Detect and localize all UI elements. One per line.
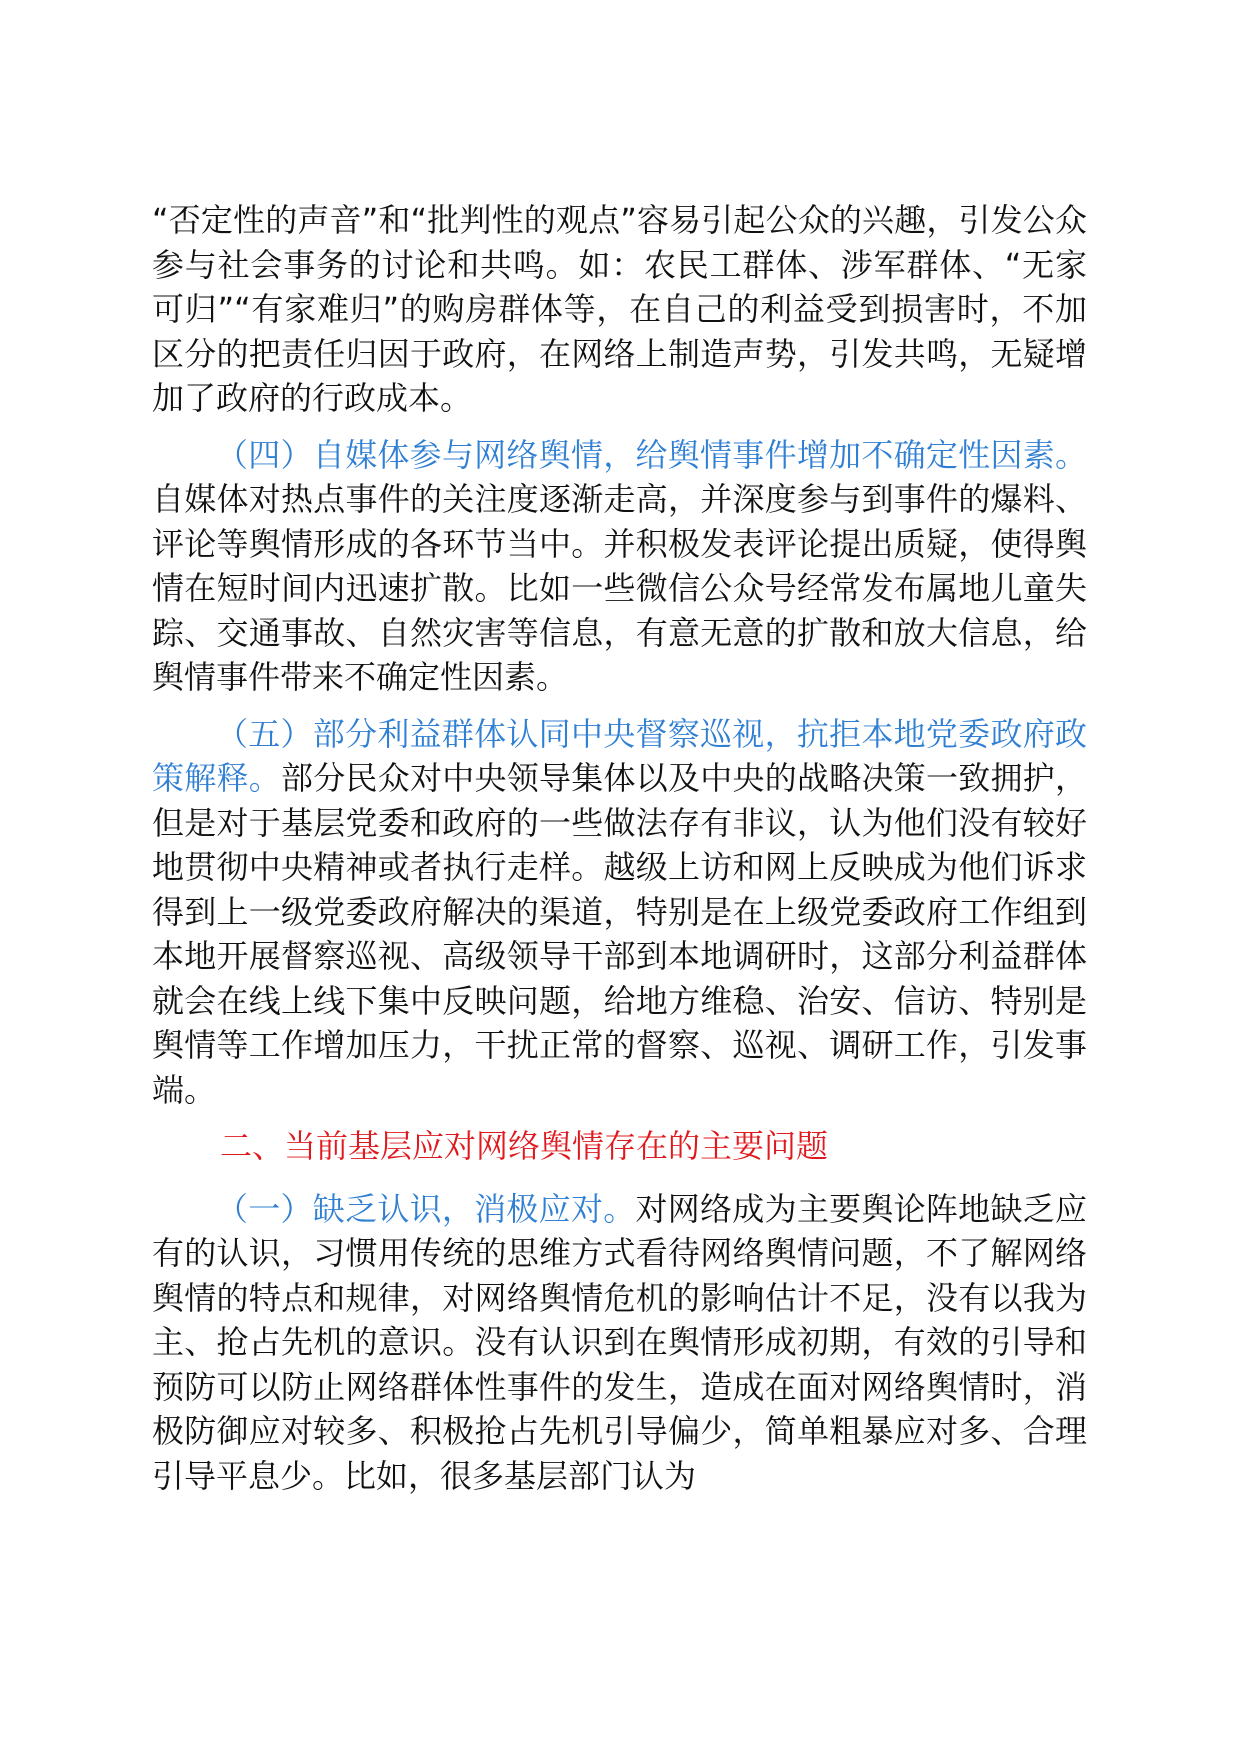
- section-heading-two: 二、当前基层应对网络舆情存在的主要问题: [220, 1127, 829, 1165]
- sub-heading-one: （一）缺乏认识，消极应对。: [216, 1189, 636, 1228]
- paragraph-body: “否定性的声音”和“批判性的观点”容易引起公众的兴趣，引发公众参与社会事务的讨论和共鸣。如：农民工群体、涉军群体、“无家可归”“有家难归”的购房群体等，在自己的利益受到损害时，不加区分的把责任归因于政府，在网络上制造声势，引发共鸣，无疑增加了政府的行政成本。: [152, 201, 1087, 417]
- sub-heading-four: （四）自媒体参与网络舆情，给舆情事件增加不确定性因素。: [216, 435, 1087, 474]
- paragraph-lack-of-awareness: [152, 1187, 1087, 1499]
- paragraph-body: 部分民众对中央领导集体以及中央的战略决策一致拥护，但是对于基层党委和政府的一些做法存有非议，认为他们没有较好地贯彻中央精神或者执行走样。越级上访和网上反映成为他们诉求得到上一级党委政府解决的渠道，特别是在上级党委政府工作组到本地开展督察巡视、高级领导干部到本地调研时，这部分利益群体就会在线上线下集中反映问题，给地方维稳、治安、信访、特别是舆情等工作增加压力，干扰正常的督察、巡视、调研工作，引发事端。: [152, 759, 1087, 1109]
- paragraph-continuation: [152, 198, 1087, 421]
- paragraph-interest-groups: [152, 712, 1087, 1113]
- paragraph-body: 自媒体对热点事件的关注度逐渐走高，并深度参与到事件的爆料、评论等舆情形成的各环节当中。并积极发表评论提出质疑，使得舆情在短时间内迅速扩散。比如一些微信公众号经常发布属地儿童失踪、交通事故、自然灾害等信息，有意无意的扩散和放大信息，给舆情事件带来不确定性因素。: [152, 480, 1087, 696]
- document-page: [152, 198, 1087, 1510]
- sub-heading-five: （五）部分利益群体认同中央督察巡视，抗拒本地党委政府政策解释。: [152, 714, 1087, 797]
- paragraph-body: 对网络成为主要舆论阵地缺乏应有的认识，习惯用传统的思维方式看待网络舆情问题，不了解网络舆情的特点和规律，对网络舆情危机的影响估计不足，没有以我为主、抢占先机的意识。没有认识到在舆情形成初期，有效的引导和预防可以防止网络群体性事件的发生，造成在面对网络舆情时，消极防御应对较多、积极抢占先机引导偏少，简单粗暴应对多、合理引导平息少。比如，很多基层部门认为: [152, 1189, 1087, 1495]
- paragraph-self-media: [152, 433, 1087, 700]
